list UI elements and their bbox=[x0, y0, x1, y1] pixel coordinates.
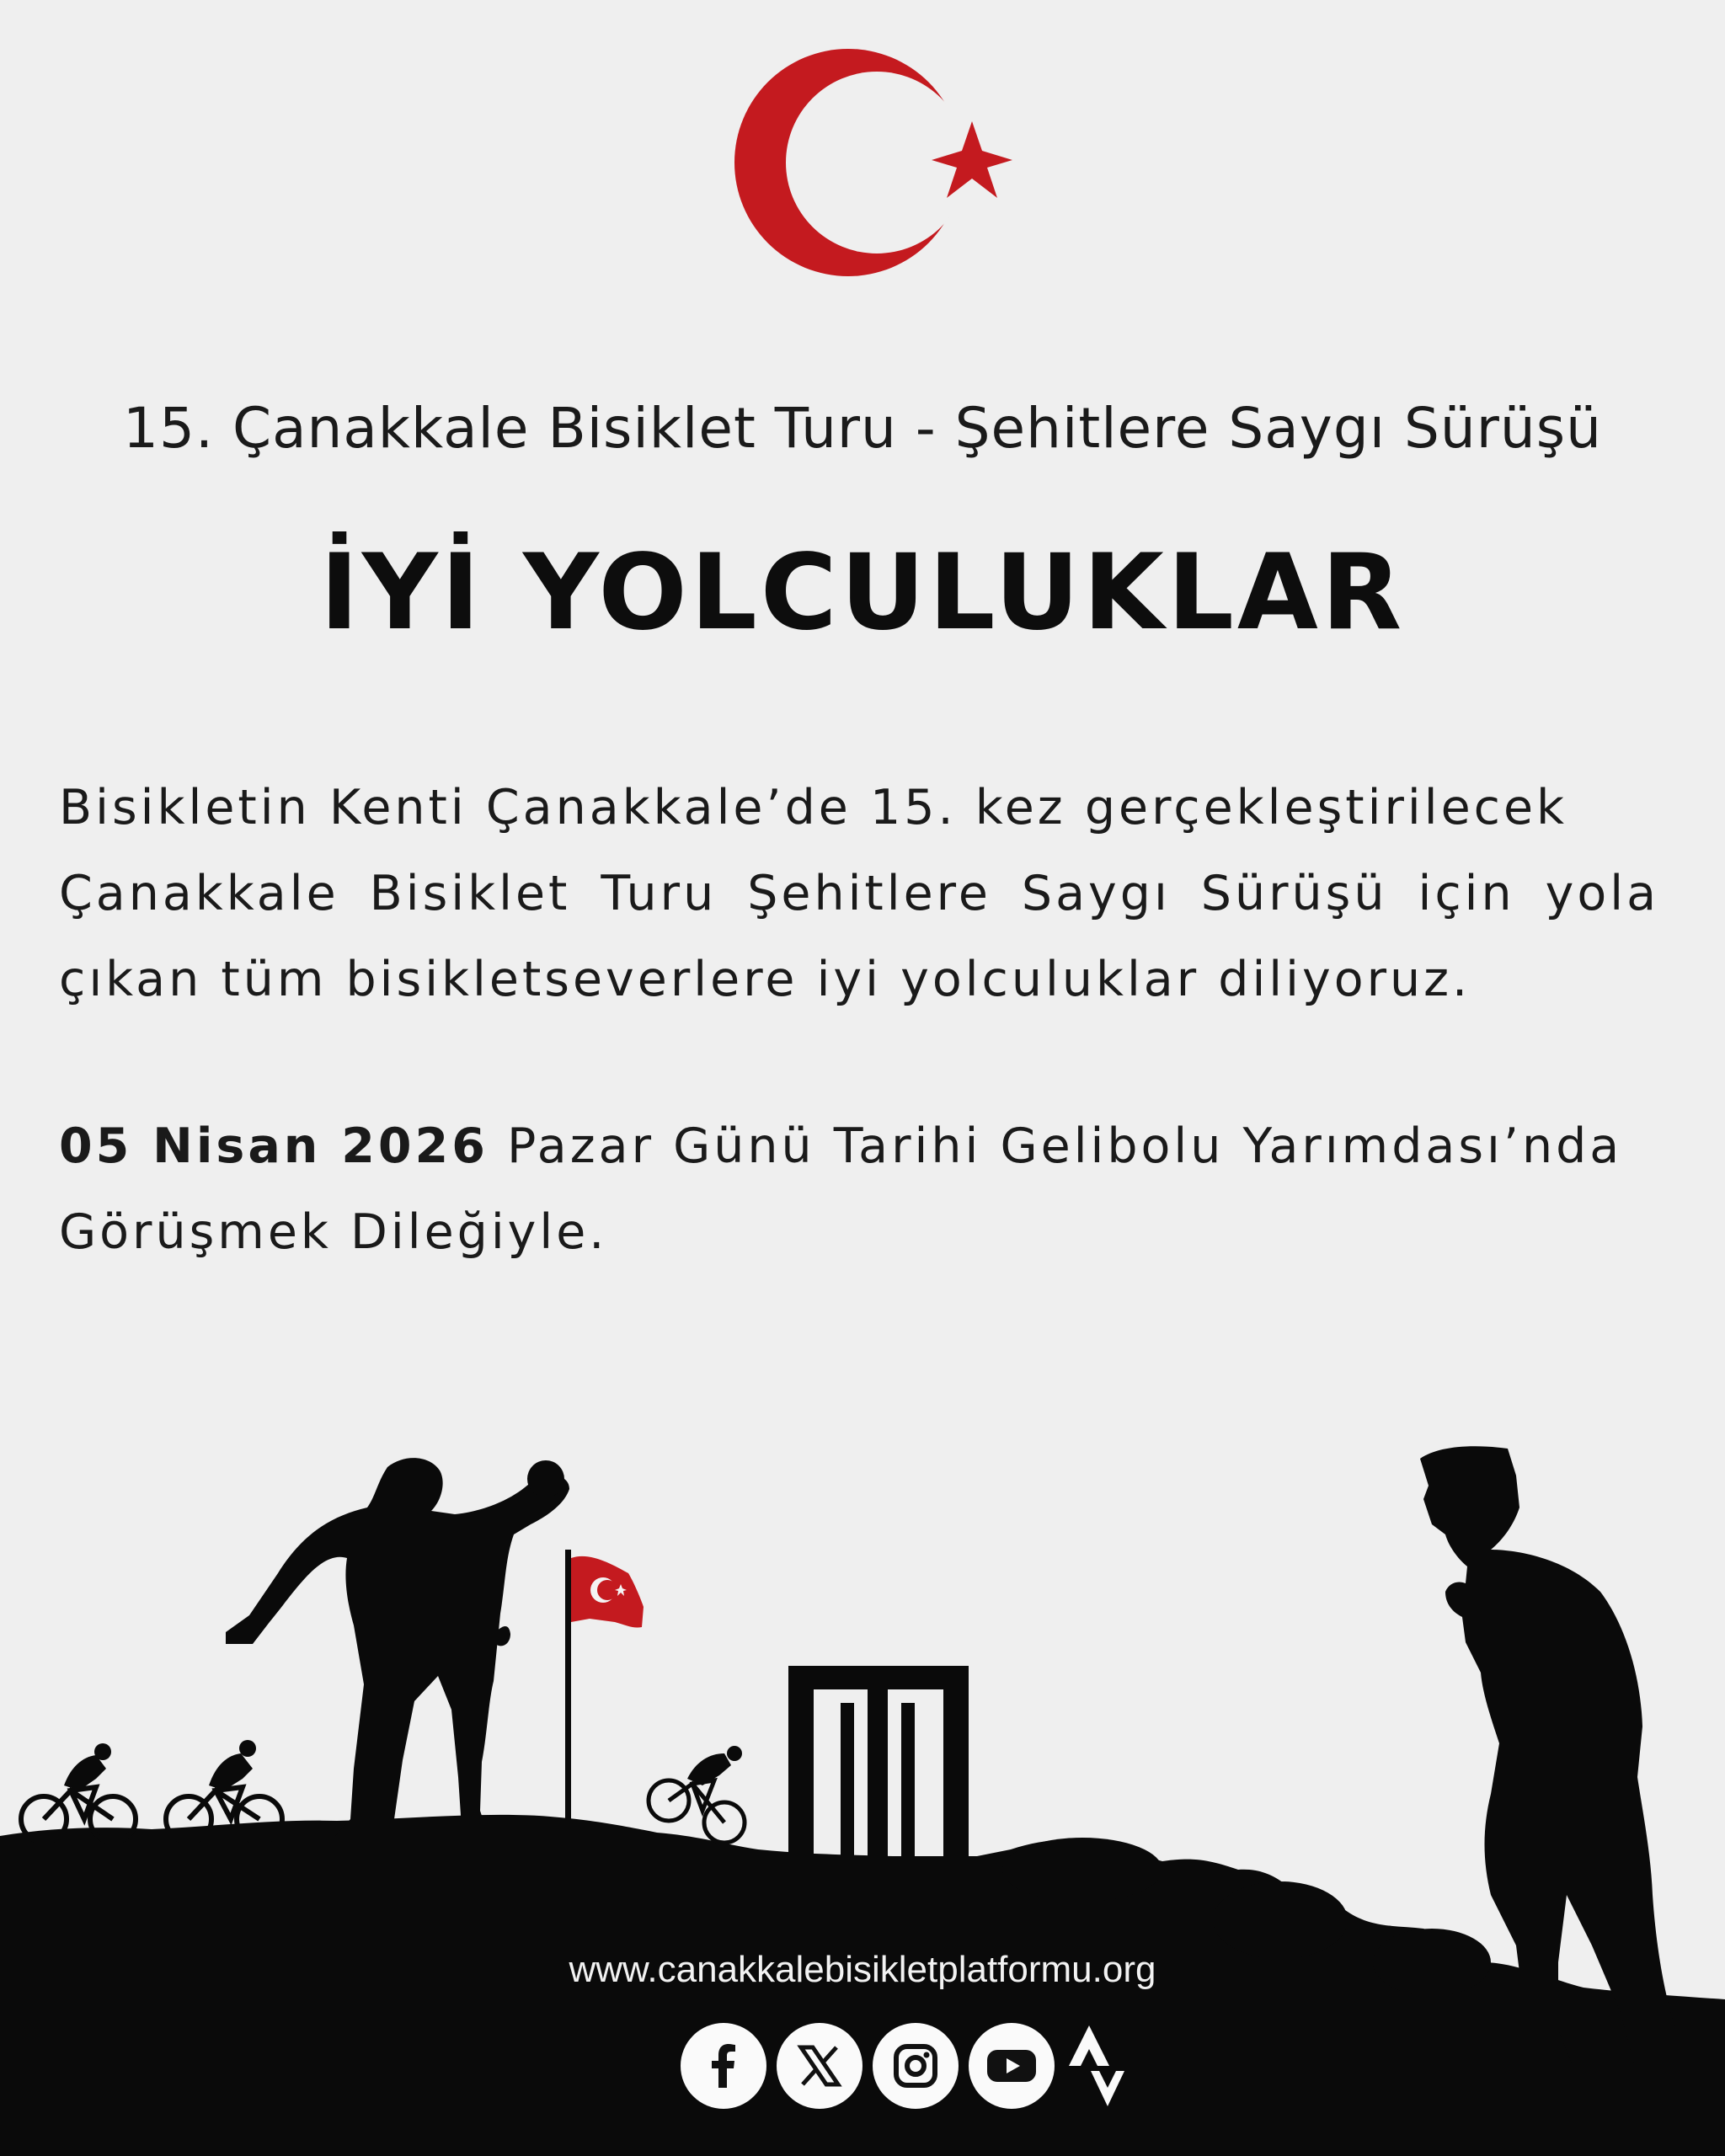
page-title: İYİ YOLCULUKLAR bbox=[319, 532, 1406, 654]
cyclist-silhouette bbox=[649, 1746, 745, 1843]
event-paragraph bbox=[59, 1103, 1659, 1275]
canakkale-memorial bbox=[788, 1666, 969, 1866]
event-line: Görüşmek Dileğiyle. bbox=[59, 1204, 608, 1260]
facebook-icon[interactable] bbox=[681, 2023, 766, 2109]
event-line bbox=[59, 1103, 1659, 1189]
strava-icon[interactable] bbox=[1053, 2023, 1139, 2109]
social-links bbox=[681, 2023, 1135, 2112]
cyclist-silhouette bbox=[21, 1743, 136, 1842]
message-paragraph bbox=[59, 765, 1659, 1022]
message-line: Bisikletin Kenti Çanakkale’de 15. kez gerçekleştirilecek bbox=[59, 780, 1568, 835]
message-line: çıkan tüm bisikletseverlere iyi yolculuklar diliyoruz. bbox=[59, 952, 1471, 1007]
website-link[interactable]: www.canakkalebisikletplatformu.org bbox=[569, 1949, 1156, 1990]
turkish-flag bbox=[571, 1556, 644, 1628]
soldier-carrying-wounded-silhouette bbox=[226, 1458, 569, 1836]
x-icon[interactable] bbox=[777, 2023, 862, 2109]
turkish-crescent-star-icon bbox=[734, 49, 1017, 276]
youtube-icon[interactable] bbox=[969, 2023, 1055, 2109]
event-location: Pazar Günü Tarihi Gelibolu Yarımdası’nda bbox=[488, 1118, 1623, 1174]
event-date: 05 Nisan 2026 bbox=[59, 1118, 489, 1174]
instagram-icon[interactable] bbox=[873, 2023, 959, 2109]
event-subtitle: 15. Çanakkale Bisiklet Turu - Şehitlere Saygı Sürüşü bbox=[123, 396, 1602, 461]
message-line: Çanakkale Bisiklet Turu Şehitlere Saygı Sürüşü için yola bbox=[59, 866, 1659, 921]
